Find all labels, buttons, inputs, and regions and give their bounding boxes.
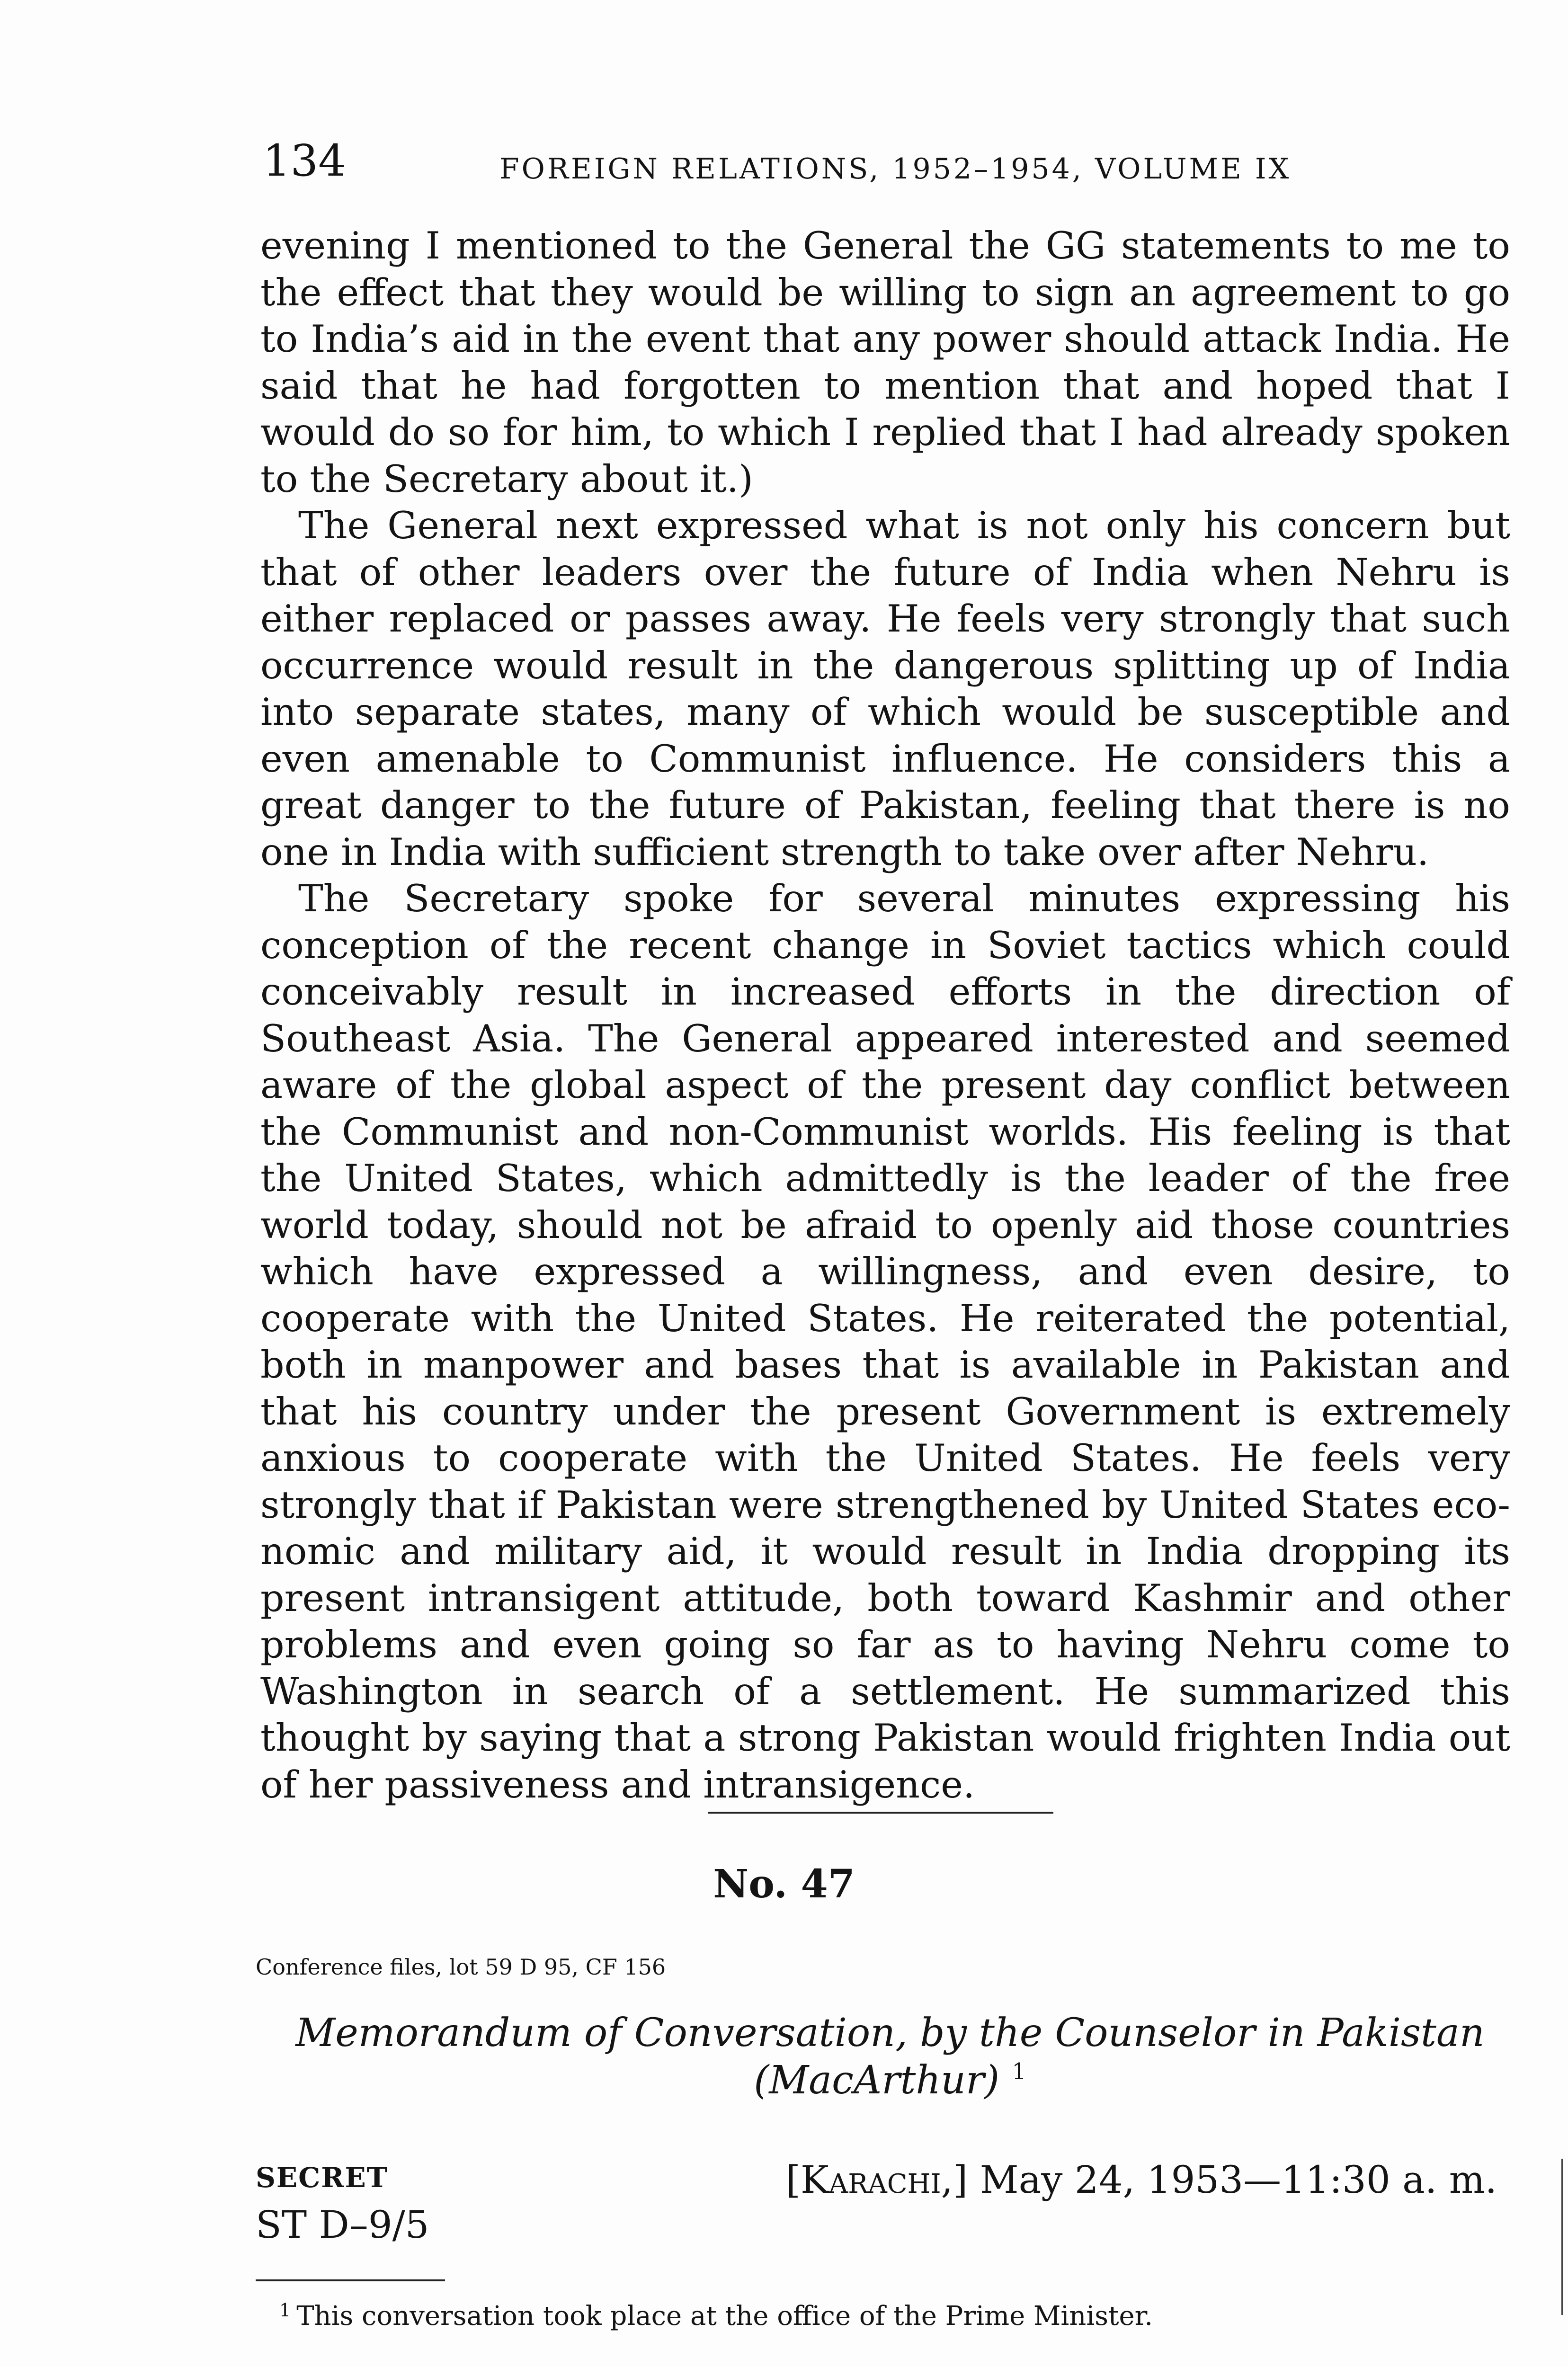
running-head: FOREIGN RELATIONS, 1952–1954, VOLUME IX <box>499 152 1292 186</box>
footnote-text: This conversation took place at the office of the Prime Minister. <box>296 2301 1153 2331</box>
body-text <box>260 222 1510 1808</box>
footnote-reference: 1 <box>1012 2058 1026 2085</box>
document-id: ST D–9/5 <box>256 2203 429 2247</box>
paragraph: evening I mentioned to the General the GG statements to me to the effect that they would be willing to sign an agreement to go to India’s aid in the event that any power should attack India. He said that he had forgotten to mention that and hoped that I would do so for him, to which I replied that I had already spoken to the Secretary about it.) <box>260 224 1510 501</box>
page-number: 134 <box>263 135 346 186</box>
dateline-place: [Karachi,] <box>785 2158 968 2202</box>
page-header <box>263 135 1503 196</box>
source-note: Conference files, lot 59 D 95, CF 156 <box>256 1954 666 1980</box>
memorandum-title-line-2: (MacArthur) <box>754 2058 1000 2103</box>
dateline <box>786 2156 1497 2204</box>
scan-edge-mark <box>1561 2159 1563 2315</box>
dateline-date: May 24, 1953—11:30 a. m. <box>980 2158 1497 2202</box>
memorandum-title-line-1: Memorandum of Conversation, by the Counselor in Pakistan <box>295 2011 1485 2056</box>
footnote-marker: 1 <box>279 2300 291 2321</box>
section-divider <box>708 1812 1053 1814</box>
memorandum-title <box>265 2010 1515 2104</box>
paragraph: The General next expressed what is not only his concern but that of other leaders over the future of India when Nehru is either replaced or passes away. He feels very strongly that such occurrence would result in the dangerous splitting up of India into separate states, many of which would be susceptible and even amenable to Communist influence. He considers this a great danger to the future of Pakistan, feeling that there is no one in India with sufficient strength to take over after Nehru. <box>260 504 1510 874</box>
footnote-divider <box>256 2279 445 2281</box>
footnote <box>279 2298 1153 2334</box>
document-number: No. 47 <box>713 1861 855 1907</box>
paragraph: The Secretary spoke for several minutes expressing his conception of the recent change in Soviet tactics which could conceivably result in increased efforts in the direction of Southeast Asia. The General appeared interested and seemed aware of the global aspect of the present day conflict between the Communist and non-Communist worlds. His feeling is that the United States, which admittedly is the leader of the free world today, should not be afraid to openly aid those countries which have expressed a willingness, and even desire, to cooperate with the United States. He reiterated the potential, both in manpower and bases that is available in Pakistan and that his country under the present Government is extremely anxious to cooperate with the United States. He feels very strongly that if Pakistan were strengthened by United States economic and military aid, it would result in India dropping its present intransigent attitude, both toward Kashmir and other problems and even going so far as to having Nehru come to Washington in search of a settlement. He summarized this thought by saying that a strong Pakistan would frighten India out of her passiveness and intransigence. <box>260 877 1510 1806</box>
classification-label: SECRET <box>256 2162 388 2194</box>
